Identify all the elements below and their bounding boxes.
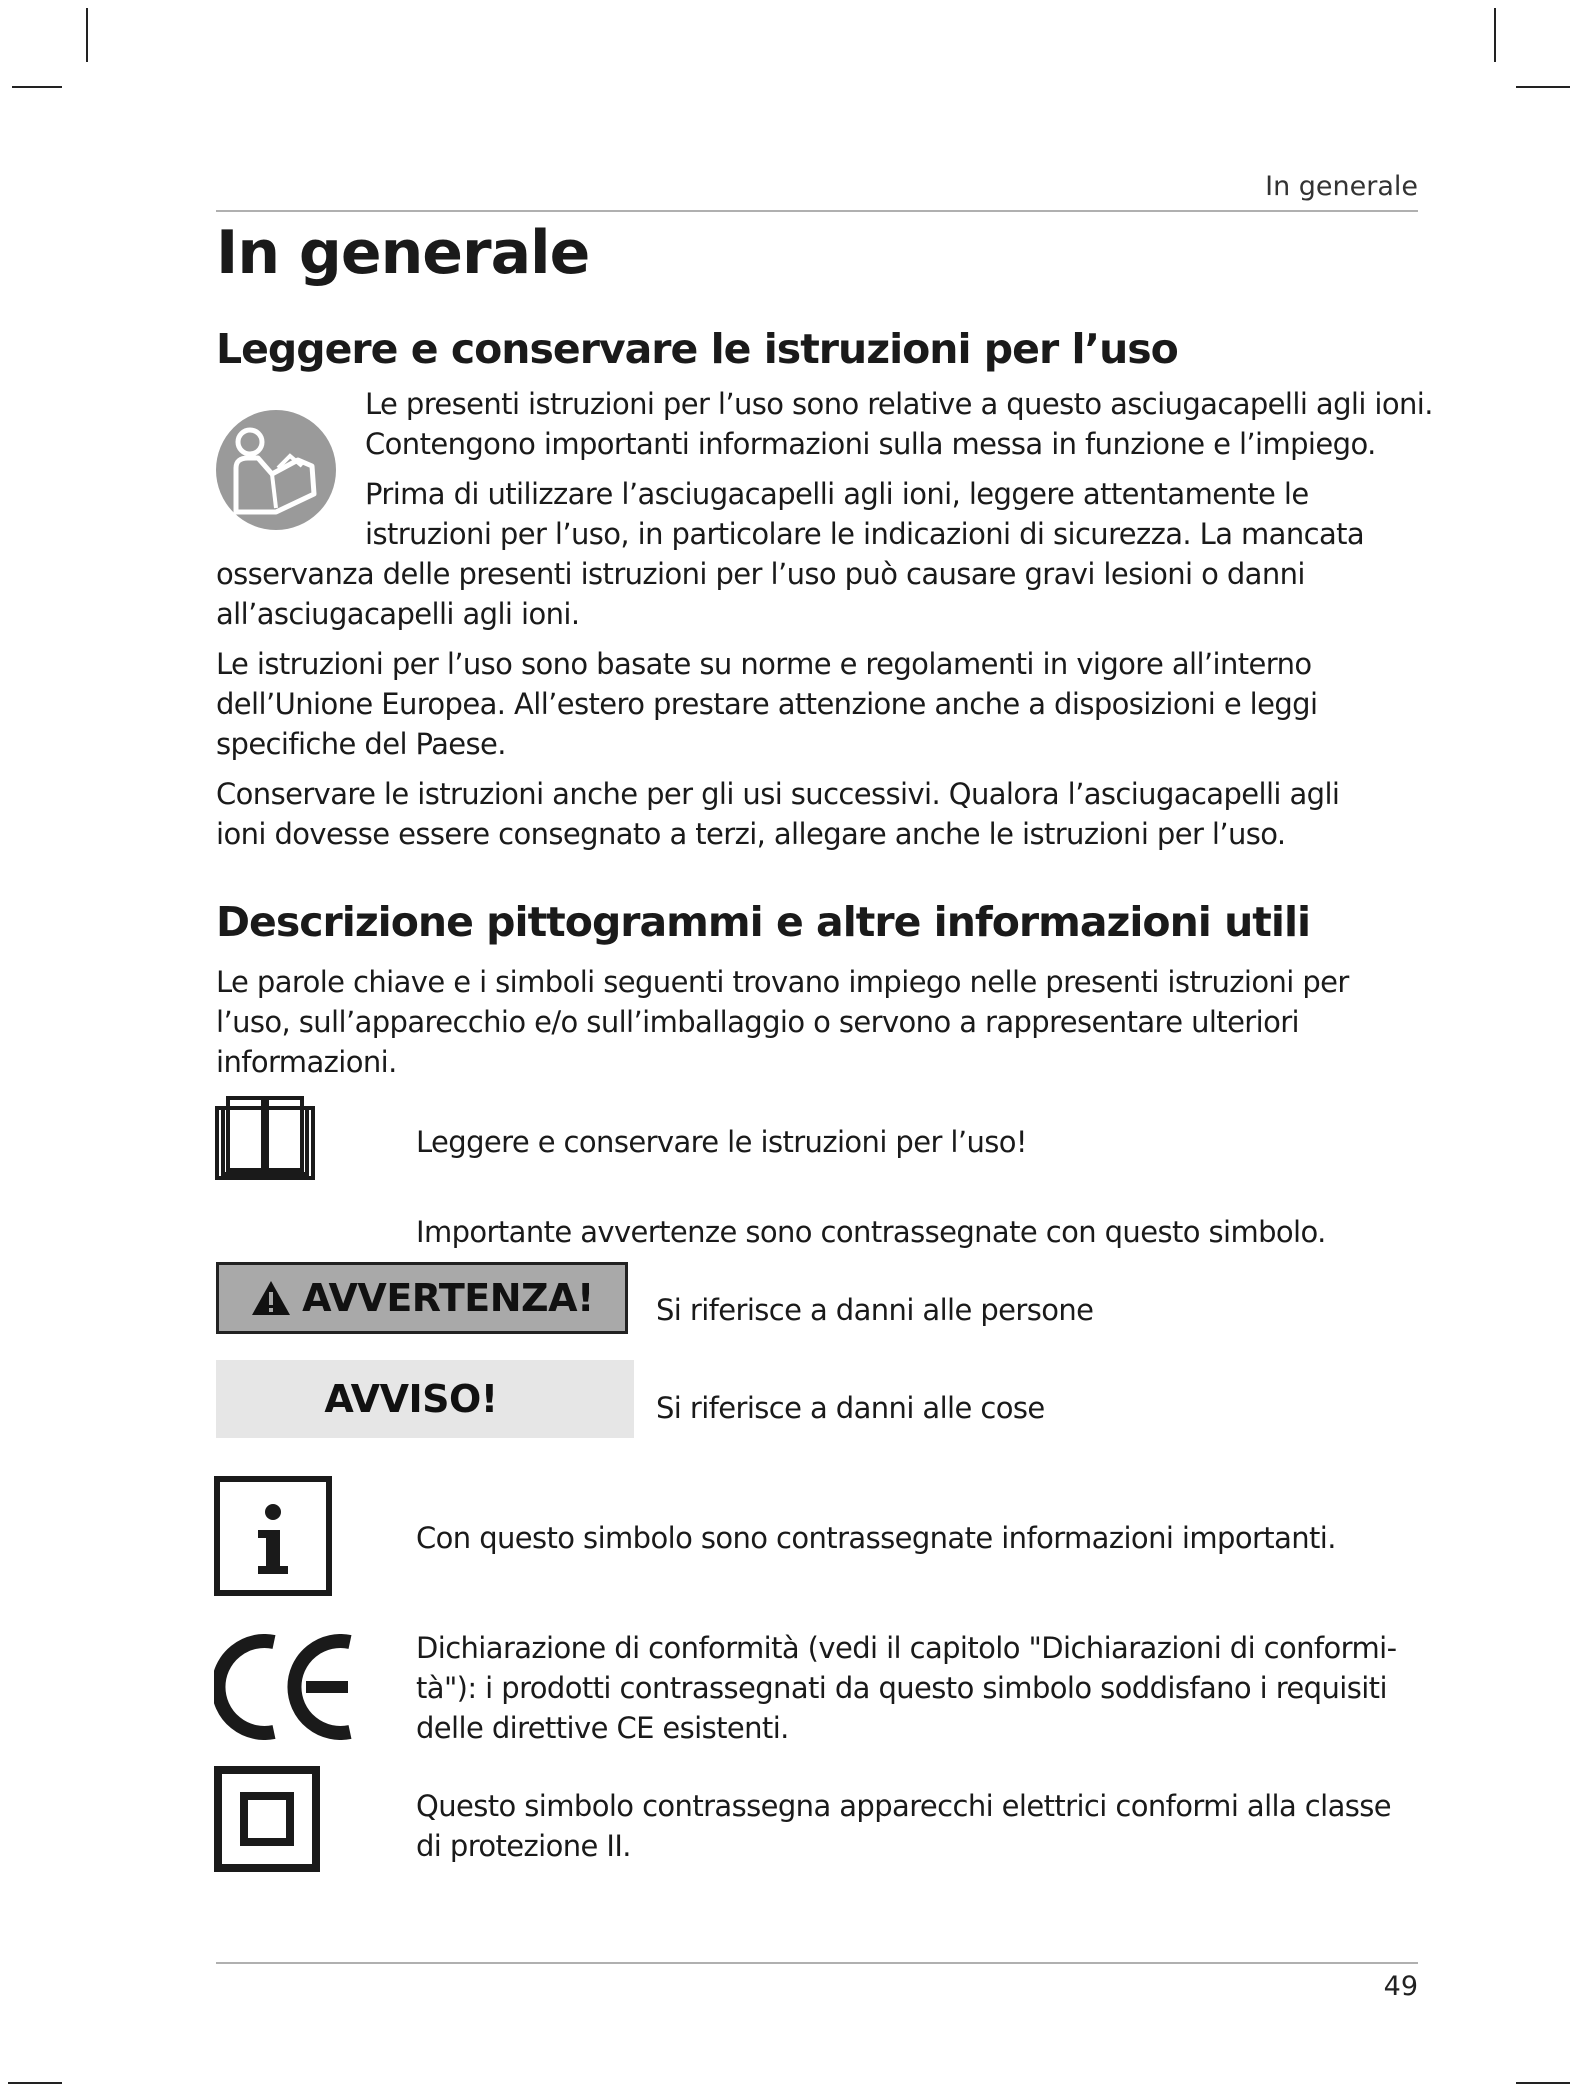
info-symbol-text: Con questo simbolo sono contrassegnate informazioni importanti. [416, 1521, 1336, 1555]
intro-line: Le presenti istruzioni per l’uso sono relative a questo asciugacapelli agli ioni. [365, 387, 1433, 421]
warning-description: Si riferisce a danni alle persone [656, 1293, 1094, 1327]
warning-label-box [216, 1262, 628, 1334]
pictograms-intro: Le parole chiave e i simboli seguenti trovano impiego nelle presenti istruzioni per l’uso, sull’apparecchio e/o sull’imballaggio o servono a rappresentare ulteriori informazioni. [216, 965, 1349, 1079]
info-icon [214, 1476, 332, 1596]
ce-symbol-text: Dichiarazione di conformità (vedi il capitolo "Dichiarazioni di conformi-tà"): i prodotti contrassegnati da questo simbolo soddisfano i requisiti delle direttive CE esistenti. [416, 1631, 1397, 1745]
class-ii-symbol-text: Questo simbolo contrassegna apparecchi elettrici conformi alla classe di protezione II. [416, 1789, 1392, 1863]
notice-label-box [216, 1360, 634, 1438]
page-title: In generale [216, 218, 590, 288]
intro-line: all’asciugacapelli agli ioni. [216, 597, 580, 631]
intro-line: Contengono importanti informazioni sulla messa in funzione e l’impiego. [365, 427, 1376, 461]
notice-description: Si riferisce a danni alle cose [656, 1391, 1045, 1425]
crop-mark [12, 86, 62, 88]
book-icon [214, 1094, 316, 1182]
header-rule [216, 210, 1418, 212]
crop-mark [1516, 86, 1570, 88]
ce-mark-icon [214, 1634, 356, 1740]
read-manual-icon [214, 408, 338, 532]
keep-instructions-paragraph: Conservare le istruzioni anche per gli usi successivi. Qualora l’asciugacapelli agli ioni dovesse essere consegnato a terzi, allegare anche le istruzioni per l’uso. [216, 777, 1340, 851]
book-symbol-text: Leggere e conservare le istruzioni per l’uso! [416, 1125, 1027, 1159]
crop-mark [86, 8, 88, 62]
footer-rule [216, 1962, 1418, 1964]
eu-regulations-paragraph: Le istruzioni per l’uso sono basate su norme e regolamenti in vigore all’interno dell’Unione Europea. All’estero prestare attenzione anche a disposizioni e leggi specifiche del Paese. [216, 647, 1318, 761]
crop-mark [1516, 2082, 1570, 2084]
protection-class-ii-icon [214, 1766, 320, 1872]
intro-line: istruzioni per l’uso, in particolare le indicazioni di sicurezza. La mancata [365, 517, 1365, 551]
warning-intro-text: Importante avvertenze sono contrassegnate con questo simbolo. [416, 1215, 1326, 1249]
warning-label: AVVERTENZA! [302, 1276, 594, 1320]
section-heading-pictograms: Descrizione pittogrammi e altre informazioni utili [216, 898, 1311, 946]
intro-line: Prima di utilizzare l’asciugacapelli agli ioni, leggere attentamente le [365, 477, 1309, 511]
intro-line: osservanza delle presenti istruzioni per l’uso può causare gravi lesioni o danni [216, 557, 1305, 591]
running-header: In generale [1265, 171, 1418, 202]
notice-label: AVVISO! [324, 1377, 498, 1421]
page-number: 49 [1383, 1971, 1418, 2002]
crop-mark [8, 2082, 62, 2084]
warning-triangle-icon [250, 1279, 292, 1317]
crop-mark [1494, 8, 1496, 62]
section-heading-instructions: Leggere e conservare le istruzioni per l’uso [216, 325, 1178, 373]
